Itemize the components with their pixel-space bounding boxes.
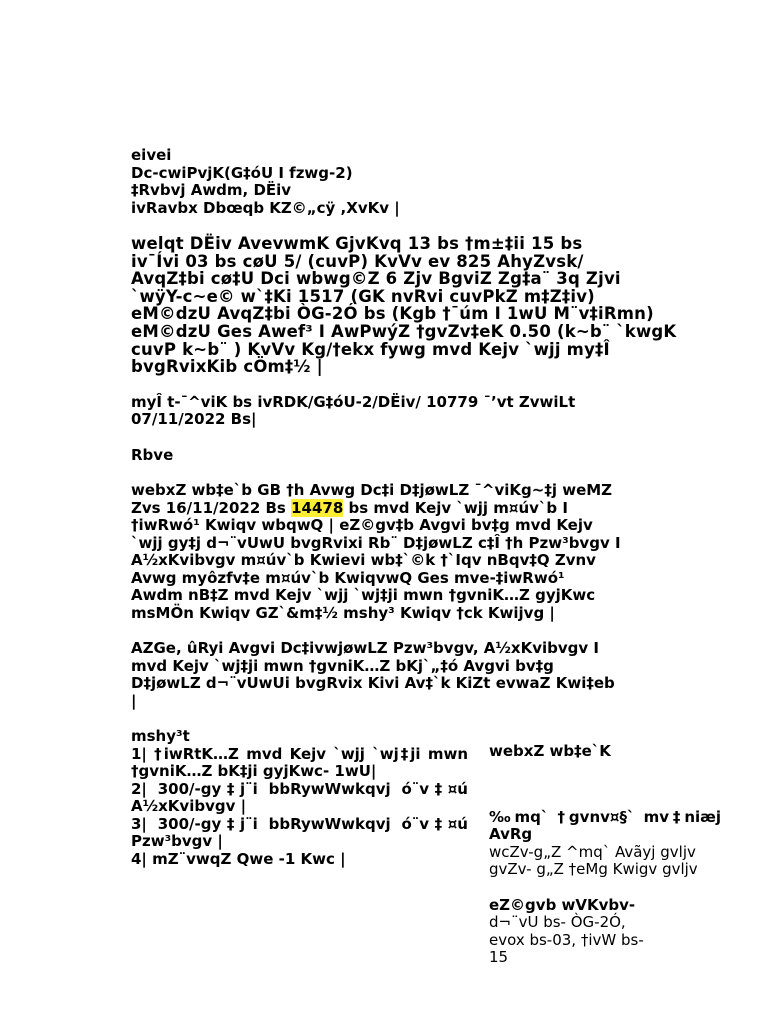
body-line: D‡jøwLZ d¬¨vUwUi bvgRvix Kivi Av‡`k KiZt evwaZ Kwi‡eb [131, 674, 615, 693]
body-line: `wjj gy‡j d¬¨vUwU bvgRvixi Rb¨ D‡jøwLZ c‡Î †h Pzw³bvgv I [131, 533, 621, 552]
subject-line: AvqZ‡bi cø‡U Dci wbwg©Z 6 Zjv BgviZ Zg‡a¨ 3q Zjvi [131, 269, 621, 289]
reference-paragraph [131, 394, 721, 429]
spacer [131, 464, 721, 482]
signature-label: webxZ wb‡e`K [489, 742, 611, 761]
body-line: msMÖn Kwiqv GZ`&m‡½ mshy³ Kwiqv †ck Kwijvg | [131, 603, 555, 622]
body-paragraph-2 [131, 640, 721, 710]
body-text: bs mvd Kejv `wjj m¤úv`b I [343, 498, 568, 517]
present-address-line: 15 [489, 948, 509, 967]
address-line: ‡Rvbvj Awdm, DËiv [131, 181, 292, 199]
body-line [131, 500, 721, 518]
address-line: Dc-cwiPvjK(G‡óU I fzwg-2) [131, 163, 353, 182]
spacer [131, 429, 721, 447]
spacer [131, 622, 721, 640]
subject-line: iv¯Ívi 03 bs cøU 5/ (cuvP) KvVv ev 825 AhyZvsk/ [131, 251, 584, 271]
body-line: Awdm nB‡Z mvd Kejv `wjj `wj‡ji mwn †gvniK…Z gyjKwc [131, 586, 596, 605]
signature-block [489, 728, 721, 967]
spacer [131, 376, 721, 394]
spacer [131, 710, 721, 728]
enclosure-item: 1| †iwRtK…Z mvd Kejv `wjj `wj‡ji mwn †gvniK…Z bK‡ji gyjKwc- 1wU| [131, 744, 468, 781]
salutation: Rbve [131, 445, 174, 464]
address-line: ivRavbx Dbœqb KZ©„cÿ ,XvKv | [131, 198, 400, 217]
recipient-address [131, 147, 721, 217]
body-line: webxZ wb‡e`b GB †h Avwg Dc‡i D‡jøwLZ ¯^viKg~‡j weMZ [131, 481, 613, 500]
body-line: A½xKvibvgv m¤úv`b Kwievi wb‡`©k †`Iqv nBqv‡Q Zvnv [131, 551, 596, 570]
enclosure-title: mshy³t [131, 727, 190, 746]
letter [131, 147, 721, 967]
present-address-line: evox bs-03, †ivW bs- [489, 930, 644, 949]
enclosure-item: 3| 300/-gy‡j¨i bbRywWwkqvj ó¨v‡¤ú Pzw³bvgv | [131, 814, 468, 851]
present-address-line: d¬¨vU bs- ÒG-2Ó, [489, 913, 626, 932]
body-line: AZGe, ûRyi Avgvi Dc‡ivwjøwLZ Pzw³bvgv, A½xKvibvgv I [131, 639, 599, 658]
subject-line: cuvP k~b¨ ) KvVv Kg/†ekx fywg mvd Kejv `wjj my‡Î [131, 339, 610, 359]
reference-line: 07/11/2022 Bs| [131, 410, 257, 429]
body-text: Zvs 16/11/2022 Bs [131, 498, 292, 517]
body-paragraph-1 [131, 482, 721, 622]
sender-mother: gvZv- g„Z †eMg Kwigv gvljv [489, 860, 698, 879]
sender-father: wcZv-g„Z ^mq` Avãyj gvljv [489, 842, 696, 861]
reference-line: myÎ t-¯^viK bs ivRDK/G‡óU-2/DËiv/ 10779 ¯’vt ZvwiLt [131, 392, 576, 411]
subject-paragraph [131, 235, 721, 376]
subject-line: bvgRvixKib cÖm‡½ | [131, 357, 323, 377]
body-line: | [131, 691, 137, 710]
highlighted-deed-number: 14478 [291, 498, 344, 517]
subject-line: `wÿY-c~e© w`‡Ki 1517 (GK nvRvi cuvPkZ m‡Z‡iv) [131, 286, 595, 306]
enclosure-item: 2| 300/-gy‡j¨i bbRywWwkqvj ó¨v‡¤ú A½xKvibvgv | [131, 779, 468, 816]
enclosure-item: 4| mZ¨vwqZ Qwe -1 Kwc | [131, 849, 346, 868]
spacer [489, 879, 721, 897]
subject-line: eM©dzU AvqZ‡bi ÒG-2Ó bs (Kgb †¯úm I 1wU M¨v‡iRmn) [131, 304, 654, 324]
footer-columns [131, 728, 721, 967]
spacer [131, 217, 721, 235]
body-line: Avwg myôzfv‡e m¤úv`b KwiqvwQ Ges mve-‡iwRwó¹ [131, 568, 565, 587]
body-line: †iwRwó¹ Kwiqv wbqwQ | eZ©gv‡b Avgvi bv‡g mvd Kejv [131, 516, 593, 535]
sender-name: ‰mq` †gvnv¤§` mv‡niæj AvRg [489, 807, 721, 844]
enclosure-section [131, 728, 468, 967]
body-line: mvd Kejv `wj‡ji mwn †gvniK…Z bKj`„‡ó Avgvi bv‡g [131, 656, 554, 675]
subject-line: welqt DËiv AvevwmK GjvKvq 13 bs †m±‡ii 15 bs [131, 234, 583, 253]
present-address-label: eZ©gvb wVKvbv- [489, 895, 636, 914]
address-line: eivei [131, 146, 172, 164]
subject-line: eM©dzU Ges Awef³ I AwPwýZ †gvZv‡eK 0.50 (k~b¨ `kwgK [131, 321, 677, 341]
